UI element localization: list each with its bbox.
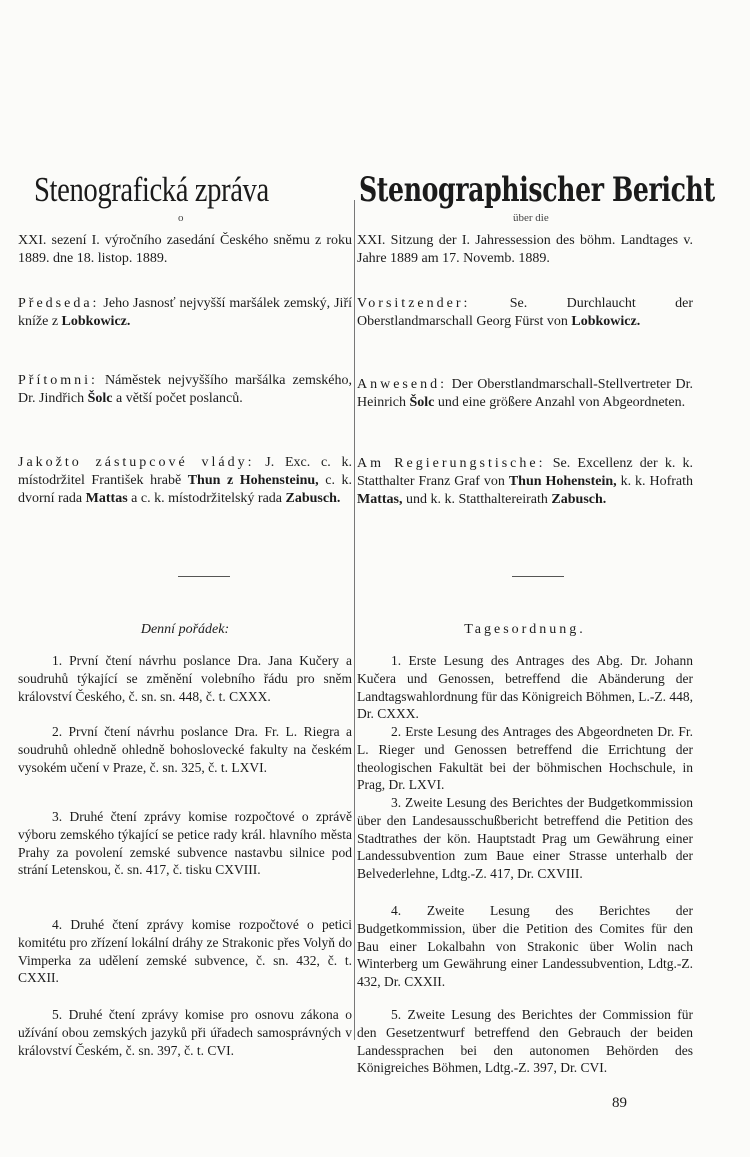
czech-agenda-item-4: 4. Druhé čtení zprávy komise rozpočtové o petici komitétu pro zřízení lokální dráhy ze Strakonic přes Volyň do Vimperka za udělení zemské subvence, č. sn. 432, č. t. CXXII. — [18, 917, 352, 986]
german-gov-name-1: Thun Hohenstein, — [508, 474, 617, 489]
german-gov-name-2: Mattas, — [357, 492, 403, 507]
czech-mark: o — [178, 212, 184, 224]
czech-gov-name-1: Thun z Hohensteinu, — [187, 473, 319, 488]
german-session-text: XXI. Sitzung der I. Jahressession des böhm. Landtages v. Jahre 1889 am 17. Novemb. 1889. — [357, 233, 693, 266]
german-chair-name: Lobkowicz. — [571, 314, 641, 329]
czech-present-label: Přítomni: — [18, 373, 98, 388]
german-over: über die — [513, 212, 549, 224]
czech-gov-text-2: c. k. dvorní rada — [18, 473, 352, 506]
german-agenda-item-5: 5. Zweite Lesung des Berichtes der Commission für den Gesetzentwurf betreffend den Gebrauch der beiden Landessprachen bei den autonomen Behörden des Königreiches Böhmen, Ldtg.-Z. 397, Dr. CVI. — [357, 1007, 693, 1076]
czech-chair-label: Předseda: — [18, 296, 100, 311]
czech-agenda-item-5: 5. Druhé čtení zprávy komise pro osnovu zákona o užívání obou zemských jazyků při úřadech samosprávných v království Českém, č. sn. 397, č. t. CVI. — [18, 1007, 352, 1058]
czech-present-text-2: a větší počet poslanců. — [116, 391, 243, 406]
czech-chair — [18, 295, 352, 331]
czech-gov-name-3: Zabusch. — [285, 491, 341, 506]
german-government — [357, 455, 693, 509]
german-present-text-2: und eine größere Anzahl von Abgeordneten. — [437, 395, 686, 410]
german-agenda-title: Tagesordnung. — [464, 622, 586, 637]
czech-title: Stenografická zpráva — [34, 170, 269, 209]
german-agenda-item-2: 2. Erste Lesung des Antrages des Abgeordneten Dr. Fr. L. Rieger und Genossen betreffend die Errichtung der theologischen Fakultät bei der böhmischen Hochschule, in Prag, Dr. LXVI. — [357, 724, 693, 793]
czech-gov-text-1: J. Exc. c. k. místodržitel František hrabě — [18, 455, 353, 488]
czech-gov-label: Jakožto zástupcové vlády: — [18, 455, 255, 470]
czech-government — [18, 454, 352, 508]
german-separator — [512, 576, 564, 577]
czech-gov-name-2: Mattas — [85, 491, 128, 506]
german-gov-text-1: Se. Excellenz der k. k. Statthalter Franz Graf von — [357, 456, 693, 489]
german-present — [357, 376, 693, 412]
czech-agenda-item-1: 1. První čtení návrhu poslance Dra. Jana Kučery a soudruhů týkající se změnění volebního řádu pro sněm království Českého, č. sn. sn. 448, č. t. CXXX. — [18, 653, 352, 704]
german-chair-text: Se. Durchlaucht der Oberstlandmarschall Georg Fürst von — [357, 296, 693, 329]
czech-gov-text-3: a c. k. místodržitelský rada — [131, 491, 282, 506]
german-present-text-1: Der Oberstlandmarschall-Stellvertreter Dr. Heinrich — [357, 377, 693, 410]
czech-present-name: Šolc — [87, 391, 113, 406]
czech-agenda-item-3: 3. Druhé čtení zprávy komise rozpočtové o zprávě výboru zemského týkající se petice rady král. hlavního města Prahy za povolení zemské subvence nastavbu silnice pod strání Letenskou, č. sn. 417, č. tisku CXVIII. — [18, 809, 352, 878]
czech-session — [18, 232, 352, 268]
german-gov-label: Am Regierungstische: — [357, 456, 546, 471]
german-session — [357, 232, 693, 268]
german-present-label: Anwesend: — [357, 377, 447, 392]
czech-present — [18, 372, 352, 408]
german-chair-label: Vorsitzender: — [357, 296, 471, 311]
german-gov-text-2: k. k. Hofrath — [620, 474, 694, 489]
czech-chair-text: Jeho Jasnosť nejvyšší maršálek zemský, Jiří kníže z — [18, 296, 353, 329]
german-agenda-item-1: 1. Erste Lesung des Antrages des Abg. Dr. Johann Kučera und Genossen, betreffend die Abänderung der Landtagswahlordnung für das Königreich Böhmen, L.-Z. 448, Dr. CXXX. — [357, 653, 693, 722]
czech-agenda-item-2: 2. První čtení návrhu poslance Dra. Fr. L. Riegra a soudruhů ohledně ohledně bohoslovecké fakulty na českém vysokém učení v Praze, č. sn. 325, č. t. LXVI. — [18, 724, 352, 775]
page-number: 89 — [612, 1095, 627, 1111]
czech-session-text: XXI. sezení I. výročního zasedání Českého sněmu z roku 1889. dne 18. listop. 1889. — [18, 233, 352, 266]
german-gov-text-3: und k. k. Statthaltereirath — [406, 492, 548, 507]
german-agenda-item-4: 4. Zweite Lesung des Berichtes der Budgetkommission, über die Petition des Comites für den Bau einer Lokalbahn von Strakonic über Wolin nach Winterberg um Gewährung einer Landessubvention, Ldtg.-Z. 432, Dr. CXXII. — [357, 903, 693, 990]
german-gov-name-3: Zabusch. — [551, 492, 607, 507]
czech-separator — [178, 576, 230, 577]
czech-present-text-1: Náměstek nejvyššího maršálka zemského, Dr. Jindřich — [18, 373, 353, 406]
german-present-name: Šolc — [409, 395, 435, 410]
czech-chair-name: Lobkowicz. — [61, 314, 131, 329]
german-chair — [357, 295, 693, 331]
german-agenda-item-3: 3. Zweite Lesung des Berichtes der Budgetkommission über den Landesausschußbericht betreffend die Petition des Stadtrathes der kön. Hauptstadt Prag um Gewährung einer Landessubvention zum Baue einer Strasse unterhalb der Belvederlehne, Ldtg.-Z. 417, Dr. CXVIII. — [357, 795, 693, 882]
column-divider — [354, 200, 355, 1040]
german-title: Stenographischer Bericht — [359, 170, 715, 210]
czech-agenda-title: Denní pořádek: — [140, 622, 230, 637]
